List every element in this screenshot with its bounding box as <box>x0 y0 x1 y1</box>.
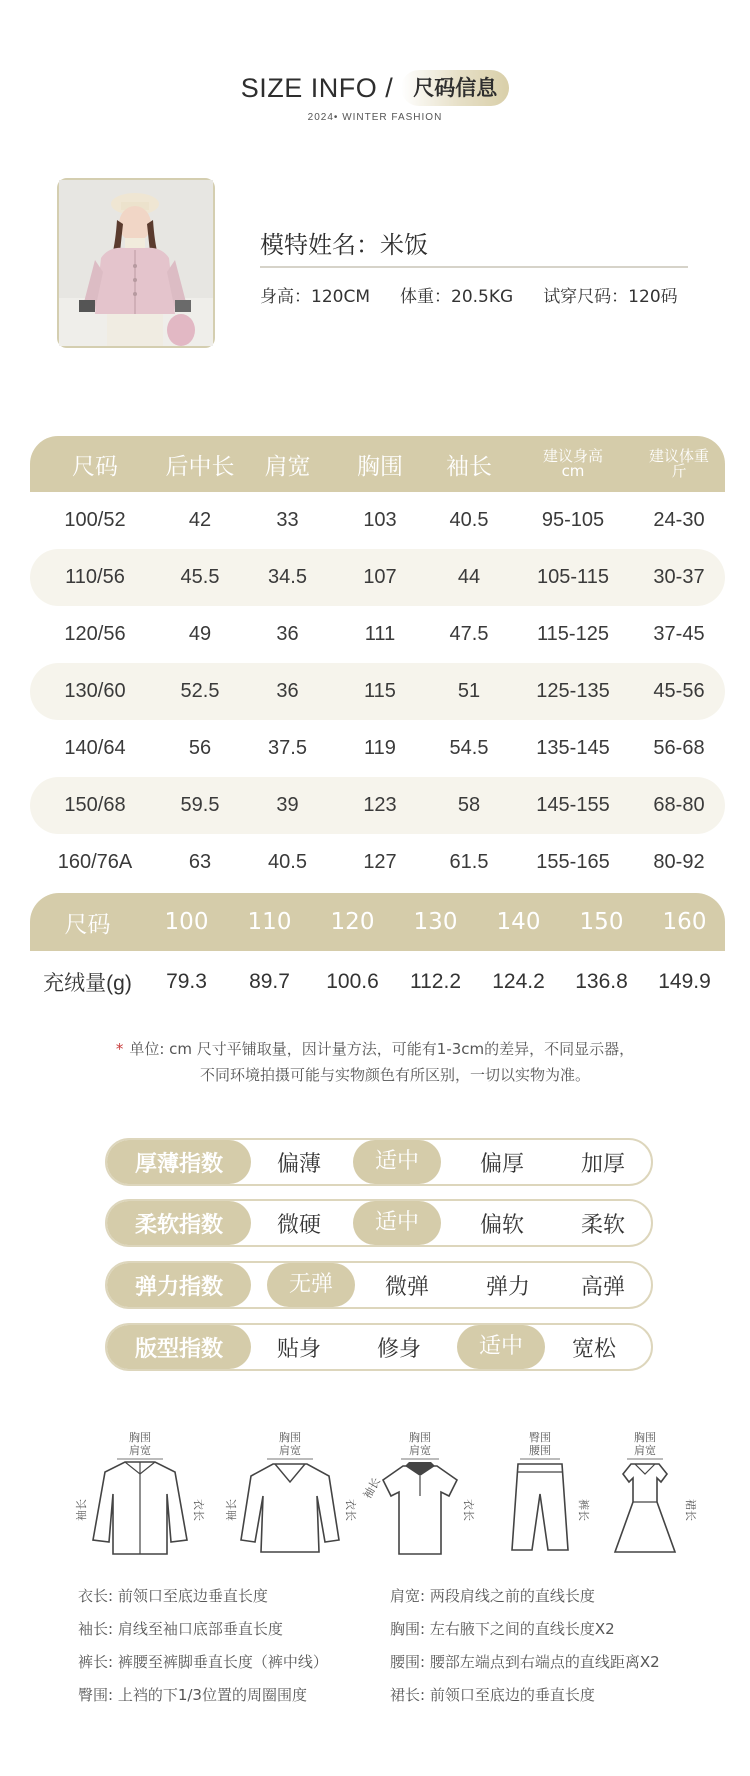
cell-chest: 103 <box>363 509 397 531</box>
page-header <box>0 70 750 123</box>
fill-table-header <box>30 893 725 951</box>
label-chest: 胸围 <box>129 1431 151 1444</box>
polo-shirt-icon <box>360 1430 475 1570</box>
label-pants: 裤长 <box>577 1499 590 1521</box>
label-shoulder: 肩宽 <box>634 1444 656 1457</box>
definition-item: 裙长: 前领口至底边的垂直长度 <box>390 1686 595 1704</box>
cell-sleeve: 51 <box>457 680 481 702</box>
cell-chest: 127 <box>363 851 397 873</box>
index-option: 弹力 <box>485 1274 530 1300</box>
index-label: 柔软指数 <box>107 1201 251 1245</box>
index-option: 微弹 <box>384 1274 429 1300</box>
fill-header-label: 尺码 <box>64 911 111 938</box>
index-option-selected: 适中 <box>457 1325 545 1369</box>
cell-back-length: 45.5 <box>180 566 220 588</box>
fill-header-size: 110 <box>247 909 292 935</box>
col-header-weight <box>633 449 725 479</box>
fill-value: 79.3 <box>166 970 207 993</box>
cell-height: 135-145 <box>536 737 610 759</box>
cell-weight: 45-56 <box>653 680 705 702</box>
model-try-size: 试穿尺码：120码 <box>543 287 678 307</box>
fill-header-size: 100 <box>164 909 209 935</box>
cell-height: 125-135 <box>536 680 610 702</box>
col-header-height-unit: cm <box>561 462 585 480</box>
measurement-notice <box>0 1036 750 1088</box>
fill-value: 100.6 <box>326 970 379 993</box>
cell-size: 140/64 <box>64 737 126 759</box>
label-shoulder: 肩宽 <box>129 1444 151 1457</box>
index-label: 弹力指数 <box>107 1263 251 1307</box>
index-elasticity <box>105 1261 653 1309</box>
cell-shoulder: 37.5 <box>268 737 307 759</box>
divider <box>260 266 688 268</box>
table-row <box>30 834 725 891</box>
cell-weight: 30-37 <box>653 566 705 588</box>
cell-back-length: 52.5 <box>180 680 220 702</box>
fill-header-size: 140 <box>496 909 541 935</box>
index-option: 高弹 <box>580 1274 625 1300</box>
notice-line-2: 不同环境拍摄可能与实物颜色有所区别，一切以实物为准。 <box>199 1066 590 1084</box>
index-fit <box>105 1323 653 1371</box>
definition-item: 腰围: 腰部左端点到右端点的直线距离X2 <box>390 1653 660 1671</box>
cell-weight: 80-92 <box>653 851 705 873</box>
cell-weight: 68-80 <box>653 794 705 816</box>
jacket-diagram <box>75 1430 205 1570</box>
cell-chest: 123 <box>363 794 397 816</box>
label-chest: 胸围 <box>634 1431 656 1444</box>
cell-size: 160/76A <box>57 851 133 873</box>
table-row <box>30 549 725 606</box>
definition-item: 衣长: 前领口至底边垂直长度 <box>78 1587 268 1605</box>
index-label: 厚薄指数 <box>107 1140 251 1184</box>
fill-value: 124.2 <box>492 970 545 993</box>
index-option-selected: 无弹 <box>267 1263 355 1307</box>
cell-size: 130/60 <box>64 680 126 702</box>
polo-diagram <box>360 1430 475 1570</box>
cell-size: 120/56 <box>64 623 126 645</box>
notice-line-1 <box>0 1036 750 1062</box>
cell-size: 110/56 <box>65 566 125 588</box>
definition-item: 袖长: 肩线至袖口底部垂直长度 <box>78 1620 283 1638</box>
label-sleeve: 袖长 <box>360 1475 384 1502</box>
pants-diagram <box>490 1430 590 1570</box>
cell-chest: 111 <box>364 623 396 645</box>
cell-chest: 115 <box>364 680 396 702</box>
label-hip: 臀围 <box>529 1431 551 1444</box>
fill-header-size: 130 <box>413 909 458 935</box>
col-header-chest: 胸围 <box>357 453 403 480</box>
col-header-size: 尺码 <box>72 453 118 480</box>
table-row <box>30 492 725 549</box>
cell-shoulder: 36 <box>276 680 299 702</box>
definition-item: 肩宽: 两段肩线之前的直线长度 <box>390 1587 595 1605</box>
cell-weight: 24-30 <box>653 509 705 531</box>
fill-value: 149.9 <box>658 970 711 993</box>
index-option: 贴身 <box>276 1336 321 1362</box>
model-photo-illustration <box>59 180 213 346</box>
cell-size: 100/52 <box>64 509 126 531</box>
cell-height: 115-125 <box>537 623 609 645</box>
cell-sleeve: 44 <box>457 566 481 588</box>
definition-item: 臀围: 上裆的下1/3位置的周圈围度 <box>78 1686 307 1704</box>
cell-size: 150/68 <box>64 794 126 816</box>
sweater-icon <box>225 1430 355 1570</box>
label-length: 衣长 <box>344 1499 357 1521</box>
definition-item: 裤长: 裤腰至裤脚垂直长度（裤中线） <box>78 1653 328 1671</box>
cell-shoulder: 40.5 <box>268 851 307 873</box>
cell-sleeve: 47.5 <box>449 623 489 645</box>
fill-header-size: 150 <box>579 909 624 935</box>
label-skirt: 裙长 <box>684 1499 697 1521</box>
sweater-diagram <box>225 1430 355 1570</box>
index-option: 偏厚 <box>479 1151 524 1177</box>
asterisk-icon: * <box>115 1040 124 1058</box>
col-header-height-label: 建议身高 <box>542 447 603 465</box>
fill-header-size: 120 <box>330 909 375 935</box>
col-header-weight-unit: 斤 <box>671 462 687 480</box>
cell-sleeve: 61.5 <box>449 851 489 873</box>
cell-weight: 56-68 <box>653 737 705 759</box>
size-table-header <box>30 436 725 492</box>
fill-header-size: 160 <box>662 909 707 935</box>
dress-icon <box>595 1430 695 1570</box>
fill-table-row <box>30 955 725 1009</box>
model-height: 身高：120CM <box>260 287 370 307</box>
index-softness <box>105 1199 653 1247</box>
col-header-back-length: 后中长 <box>165 453 235 480</box>
definition-item: 胸围: 左右腋下之间的直线长度X2 <box>390 1620 615 1638</box>
col-header-shoulder: 肩宽 <box>264 453 311 480</box>
index-option-selected: 适中 <box>353 1140 441 1184</box>
pants-icon <box>490 1430 590 1570</box>
fill-row-label: 充绒量(g) <box>43 972 132 995</box>
cell-height: 95-105 <box>541 509 605 531</box>
index-option: 微硬 <box>276 1212 321 1238</box>
label-waist: 腰围 <box>529 1444 551 1457</box>
cell-shoulder: 34.5 <box>268 566 307 588</box>
index-option: 偏薄 <box>276 1151 321 1177</box>
index-option: 宽松 <box>571 1336 616 1362</box>
index-option-selected: 适中 <box>353 1201 441 1245</box>
index-option: 加厚 <box>580 1151 625 1177</box>
cell-shoulder: 33 <box>276 509 299 531</box>
label-shoulder: 肩宽 <box>409 1444 431 1457</box>
cell-back-length: 56 <box>188 737 212 759</box>
cell-shoulder: 36 <box>276 623 299 645</box>
cell-back-length: 42 <box>188 509 212 531</box>
cell-height: 105-115 <box>537 566 609 588</box>
table-row <box>30 606 725 663</box>
definitions-right <box>390 1580 660 1712</box>
label-length: 衣长 <box>192 1499 205 1521</box>
dress-diagram <box>595 1430 695 1570</box>
index-option: 偏软 <box>479 1212 524 1238</box>
label-length: 衣长 <box>462 1499 475 1521</box>
cell-back-length: 49 <box>188 623 212 645</box>
model-weight: 体重：20.5KG <box>400 287 514 307</box>
cell-height: 155-165 <box>536 851 610 873</box>
notice-text-1: 单位: cm 尺寸平铺取量，因计量方法，可能有1-3cm的差异，不同显示器， <box>129 1040 635 1058</box>
label-sleeve: 袖长 <box>225 1499 238 1521</box>
cell-sleeve: 58 <box>457 794 481 816</box>
definitions-left <box>78 1580 328 1712</box>
model-name: 模特姓名：米饭 <box>260 231 428 259</box>
cell-sleeve: 54.5 <box>449 737 489 759</box>
table-row <box>30 663 725 720</box>
index-option: 柔软 <box>580 1212 625 1238</box>
cell-chest: 107 <box>363 566 397 588</box>
size-table-body <box>30 492 725 891</box>
cell-back-length: 59.5 <box>180 794 220 816</box>
fill-value: 89.7 <box>249 970 290 993</box>
col-header-sleeve: 袖长 <box>446 453 492 480</box>
cell-height: 145-155 <box>536 794 610 816</box>
fill-value: 136.8 <box>575 970 628 993</box>
index-label: 版型指数 <box>107 1325 251 1369</box>
index-thickness <box>105 1138 653 1186</box>
cell-back-length: 63 <box>188 851 212 873</box>
model-stats <box>260 282 678 307</box>
subtitle: 2024• WINTER FASHION <box>307 112 443 123</box>
title-en: SIZE INFO / <box>240 72 394 103</box>
label-chest: 胸围 <box>279 1431 301 1444</box>
label-sleeve: 袖长 <box>75 1499 88 1521</box>
cell-sleeve: 40.5 <box>449 509 489 531</box>
cell-chest: 119 <box>364 737 396 759</box>
cell-shoulder: 39 <box>276 794 299 816</box>
col-header-weight-label: 建议体重 <box>648 447 709 465</box>
col-header-height <box>513 449 633 479</box>
title-cn: 尺码信息 <box>401 70 509 106</box>
label-chest: 胸围 <box>409 1431 431 1444</box>
jacket-icon <box>75 1430 205 1570</box>
index-option: 修身 <box>376 1336 421 1362</box>
cell-weight: 37-45 <box>653 623 705 645</box>
label-shoulder: 肩宽 <box>279 1444 301 1457</box>
fill-value: 112.2 <box>410 970 461 993</box>
model-photo <box>57 178 215 348</box>
table-row <box>30 777 725 834</box>
table-row <box>30 720 725 777</box>
